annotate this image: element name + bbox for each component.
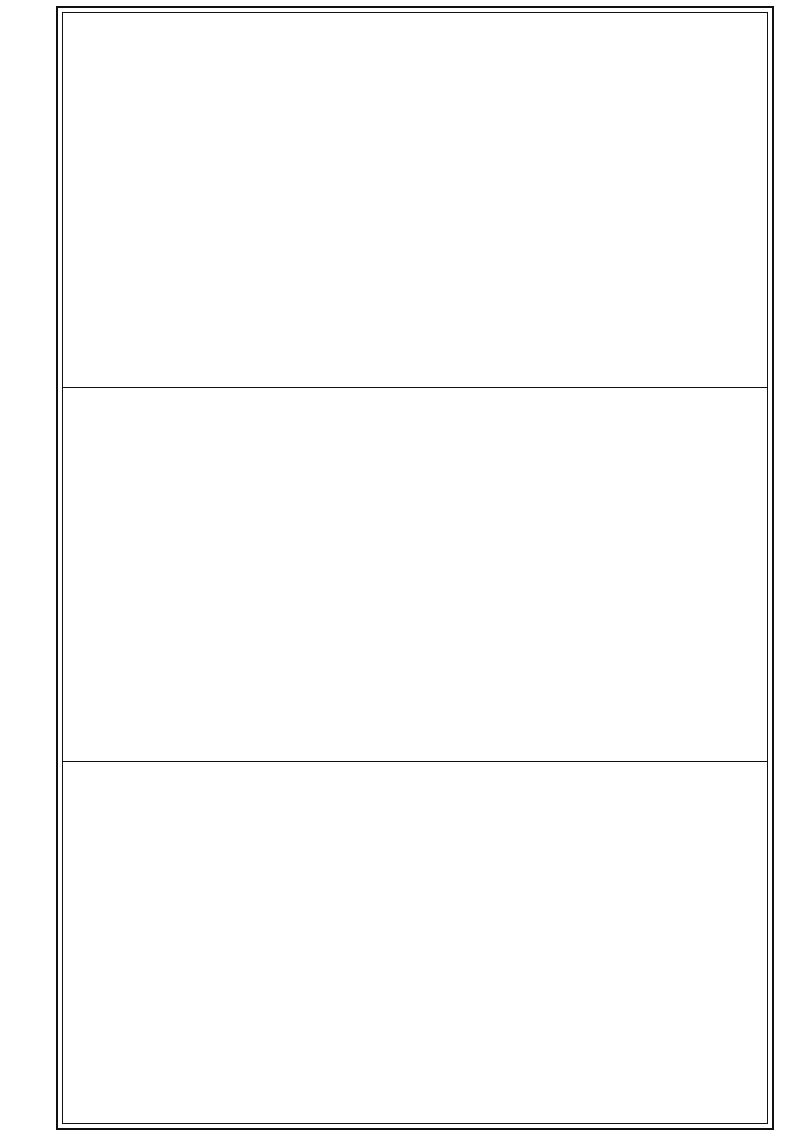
text-frame bbox=[56, 6, 774, 1130]
top-register bbox=[63, 19, 767, 389]
bottom-register bbox=[63, 769, 767, 1125]
register-divider-1 bbox=[63, 387, 767, 388]
register-divider-2 bbox=[63, 761, 767, 762]
text-frame-inner bbox=[62, 12, 768, 1124]
middle-register bbox=[63, 395, 767, 765]
